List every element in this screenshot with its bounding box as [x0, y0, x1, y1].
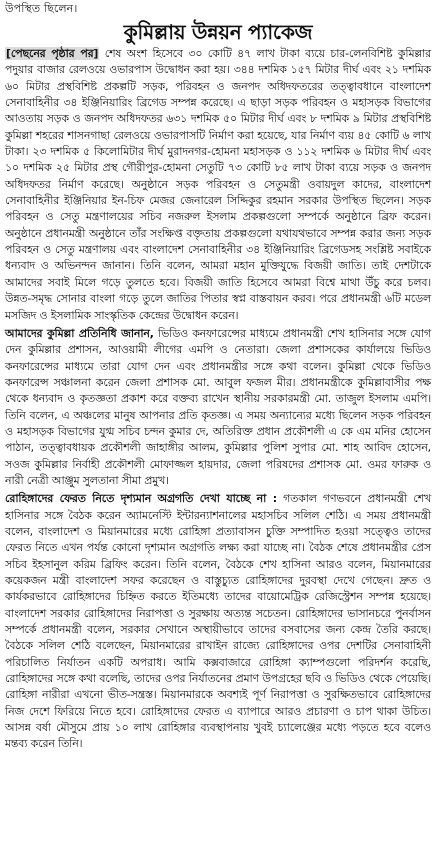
correspondent-lead: আমাদের কুমিল্লা প্রতিনিধি জানান, [5, 326, 154, 340]
paragraph-continuation [5, 46, 431, 324]
previous-column-ending: উপস্থিত ছিলেন। [5, 2, 78, 15]
paragraph-rohingya [5, 491, 431, 753]
paragraph-correspondent [5, 326, 431, 489]
paragraph-body: গতকাল গণভবনে প্রধানমন্ত্রী শেখ হাসিনার সঙ্গে বৈঠক করেন অ্যামনেস্টি ইন্টারন্যাশনালের মহাসচিব সলিল শেঠি। এ সময় প্রধানমন্ত্রী বলেন, বাংলাদেশ ও মিয়ানমারের মধ্যে রোহিঙ্গা প্রত্যাবাসন চুক্তি সম্পাদিত হওয়া সত্ত্বেও তাদের ফেরত নিতে এখন পর্যন্ত কোনো দৃশ্যমান অগ্রগতি লক্ষ্য করা যাচ্ছে না। বৈঠক শেষে প্রধানমন্ত্রীর প্রেস সচিব ইহসানুল করিম ব্রিফিং করেন। তিনি বলেন, বৈঠকে শেখ হাসিনা আরও বলেন, মিয়ানমারের কয়েকজন মন্ত্রী বাংলাদেশ সফর করেছেন ও বাস্তুচ্যুত রোহিঙ্গাদের দুরবস্থা দেখে গেছেন। দ্রুত ও কার্যকরভাবে রোহিঙ্গাদের চিহ্নিত করতে ইতিমধ্যে তাদের বায়োমেট্রিক রেজিস্ট্রেশন সম্পন্ন হয়েছে। বাংলাদেশ সরকার রোহিঙ্গাদের নিরাপত্তা ও সুরক্ষায় অত্যন্ত সচেতন। রোহিঙ্গাদের ভাসানচরে পুনর্বাসন সম্পর্কে প্রধানমন্ত্রী বলেন, সরকার সেখানে অস্থায়ীভাবে তাদের বসবাসের জন্য কেন্দ্র তৈরি করছে। বৈঠকে সলিল শেঠি বলেছেন, মিয়ানমারের রাখাইন রাজ্যে রোহিঙ্গাদের ওপর দেশটির সেনাবাহিনী পরিচালিত নির্যাতন একটি অপরাধ। আমি কক্সবাজারে রোহিঙ্গা ক্যাম্পগুলো পরিদর্শন করেছি, রোহিঙ্গাদের সঙ্গে কথা বলেছি, তাদের ওপর নির্যাতনের প্রমাণ উপগ্রহের ছবি ও ভিডিও থেকে পেয়েছি। রোহিঙ্গা নারীরা এখনো ভীত-সন্ত্রস্ত। মিয়ানমারকে অবশ্যই পূর্ণ নিরাপত্তা ও সুরক্ষিতভাবে রোহিঙ্গাদের নিজ দেশে ফিরিয়ে নিতে হবে। রোহিঙ্গাদের ফেরত এ ব্যাপারে আরও প্রচারণা ও চাপ থাকা উচিত। আসন্ন বর্ষা মৌসুমে প্রায় ১০ লাখ রোহিঙ্গার ব্যবস্থাপনায় খুবই চ্যালেঞ্জের মধ্যে পড়তে হবে বলেও মন্তব্য করেন তিনি। [5, 492, 431, 751]
article-headline: কুমিল্লায় উন্নয়ন প্যাকেজ [123, 20, 313, 44]
subheading-lead: রোহিঙ্গাদের ফেরত নিতে দৃশ্যমান অগ্রগতি দেখা যাচ্ছে না : [5, 492, 277, 506]
continued-from-tag: [পেছনের পৃষ্ঠার পর] [6, 47, 99, 60]
paragraph-body: শেষ অংশ হিসেবে ৩০ কোটি ৪৭ লাখ টাকা ব্যয়ে চার-লেনবিশিষ্ট কুমিল্লার পদুয়ার বাজার রেলওয়ে ওভারপাস উদ্বোধন করা হয়। ৩৪৪ দশমিক ১৫৭ মিটার দীর্ঘ এবং ২১ দশমিক ৬০ মিটার প্রস্থবিশিষ্ট প্রকল্পটি সড়ক, পরিবহন ও জনপদ অধিদফতরের তত্ত্বাবধানে বাংলাদেশ সেনাবাহিনীর ৩৪ ইঞ্জিনিয়ারিং ব্রিগেড সম্পন্ন করেছে। এ ছাড়া সড়ক পরিবহন ও মহাসড়ক বিভাগের আওতায় সড়ক ও জনপদ অধিদফতর ৬৩১ দশমিক ৫০ মিটার দীর্ঘ এবং ৮ দশমিক ৯ মিটার প্রস্থবিশিষ্ট কুমিল্লা শহরের শাসনগাছা রেলওয়ে ওভারপাসটি নির্মাণ করা হয়েছে, যার নির্মাণ ব্যয় ৪৫ কোটি ৬ লাখ টাকা। ২৩ দশমিক ৫ কিলোমিটার দীর্ঘ মুরাদনগর-হোমনা মহাসড়ক ও ১১২ দশমিক ৬ মিটার দীর্ঘ এবং ১০ দশমিক ২৫ মিটার প্রস্থ গৌরীপুর-হোমনা সেতুটি ৭৩ কোটি ৮৫ লাখ টাকা ব্যয়ে সড়ক ও জনপদ অধিদফতর নির্মাণ করেছে। অনুষ্ঠানে সড়ক পরিবহন ও সেতুমন্ত্রী ওবায়দুল কাদের, বাংলাদেশ সেনাবাহিনীর ইঞ্জিনিয়ার ইন-চিফ মেজর জেনারেল সিদ্দিকুর রহমান সরকার উপস্থিত ছিলেন। সড়ক পরিবহন ও সেতু মন্ত্রণালয়ের সচিব নজরুল ইসলাম প্রকল্পগুলো সম্পর্কে অনুষ্ঠানে ব্রিফ করেন। অনুষ্ঠানে প্রধানমন্ত্রী অনুষ্ঠানে তাঁর সংক্ষিপ্ত বক্তৃতায় প্রকল্পগুলো যথাযথভাবে সম্পন্ন করার জন্য সড়ক পরিবহন ও সেতু মন্ত্রণালয় এবং বাংলাদেশ সেনাবাহিনীর ৩৪ ইঞ্জিনিয়ারিং ব্রিগেডসহ সংশ্লিষ্ট সবাইকে ধন্যবাদ ও অভিনন্দন জানান। তিনি বলেন, আমরা মহান মুক্তিযুদ্ধে বিজয়ী জাতি। তাই দেশটাকে আমাদের সবাই মিলে গড়ে তুলতে হবে। বিজয়ী জাতি হিসেবে আমরা বিশ্বে মাথা উঁচু করে চলব। উন্নত-সমৃদ্ধ সোনার বাংলা গড়ে তুলে জাতির পিতার স্বপ্ন বাস্তবায়ন করব। পরে প্রধানমন্ত্রী ৬টি মডেল মসজিদ ও ইসলামিক সাংস্কৃতিক কেন্দ্রের উদ্বোধন করেন। [5, 47, 431, 322]
paragraph-body: ভিডিও কনফারেন্সের মাধ্যমে প্রধানমন্ত্রী শেখ হাসিনার সঙ্গে যোগ দেন কুমিল্লার প্রশাসন, আওয়ামী লীগের এমপি ও নেতারা। জেলা প্রশাসকের কার্যালয়ে ভিডিও কনফারেন্সের মাধ্যমে তারা যোগ দেন এবং প্রধানমন্ত্রীর সঙ্গে কথা বলেন। কুমিল্লা থেকে ভিডিও কনফারেন্স সঞ্চালনা করেন জেলা প্রশাসক মো. আবুল ফজল মীর। প্রধানমন্ত্রীকে কুমিল্লাবাসীর পক্ষ থেকে ধন্যবাদ ও কৃতজ্ঞতা প্রকাশ করে বক্তব্য রাখেন স্থানীয় সরকারমন্ত্রী মো. তাজুল ইসলাম এমপি। তিনি বলেন, এ অঞ্চলের মানুষ আপনার প্রতি কৃতজ্ঞ। এ সময় অন্যান্যের মধ্যে ছিলেন সড়ক পরিবহন ও মহাসড়ক বিভাগের যুগ্ম সচিব চন্দন কুমার দে, অতিরিক্ত প্রধান প্রকৌশলী এ কে এম মনির হোসেন পাঠান, তত্ত্বাবধায়ক প্রকৌশলী জাহাঙ্গীর আলম, কুমিল্লার পুলিশ সুপার মো. শাহ আবিদ হোসেন, সওজ কুমিল্লার নির্বাহী প্রকৌশলী মোফাজ্জল হায়দার, জেলা পরিষদের প্রশাসক মো. ওমর ফারুক ও নারী নেত্রী আঞ্জুম সুলতানা সীমা প্রমুখ। [5, 326, 431, 487]
